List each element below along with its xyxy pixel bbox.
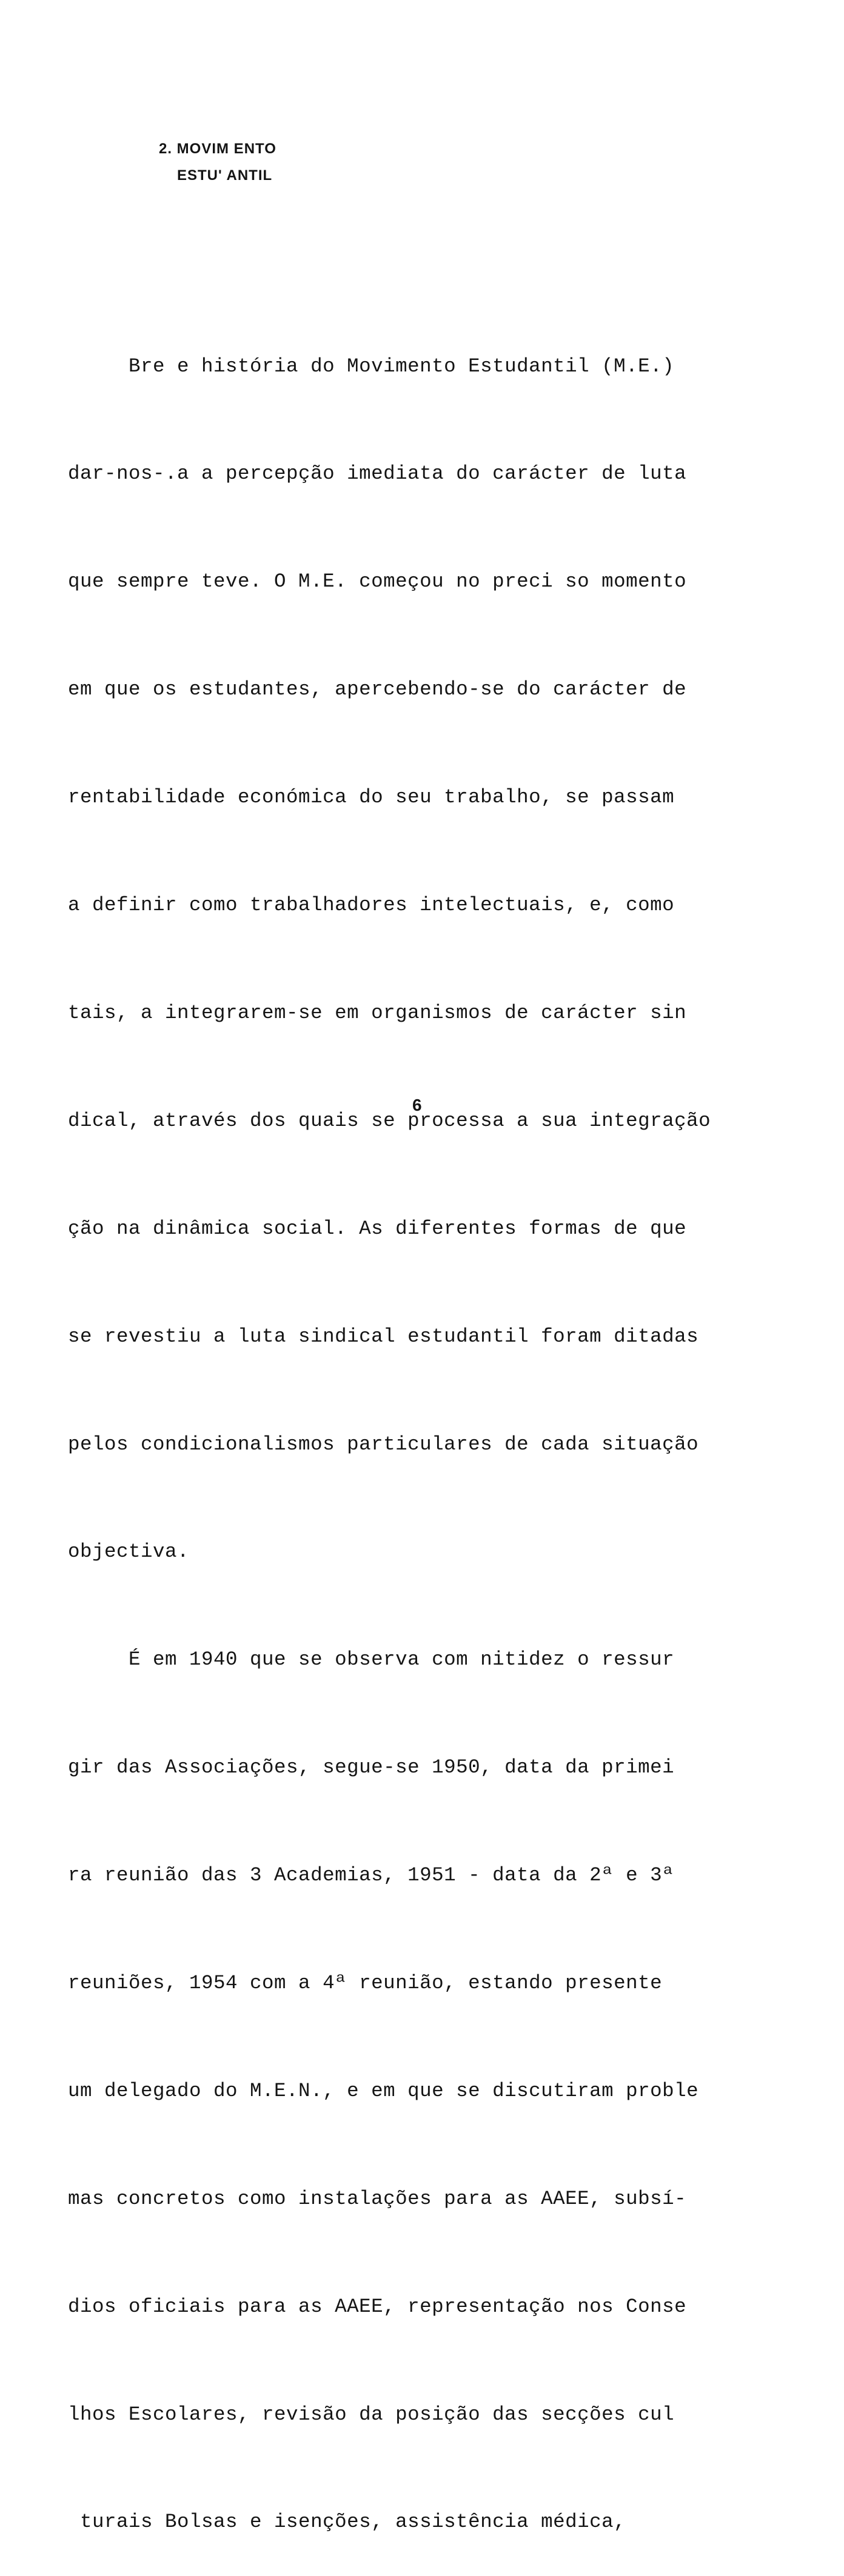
text-line: dar-nos-.a a percepção imediata do carácter de luta bbox=[68, 462, 687, 485]
body-paragraph bbox=[68, 276, 832, 2576]
text-line: objectiva. bbox=[68, 1540, 190, 1563]
text-line: mas concretos como instalações para as AAEE, subsí- bbox=[68, 2187, 687, 2210]
text-line: um delegado do M.E.N., e em que se discutiram proble bbox=[68, 2079, 699, 2102]
heading-line-2: ESTU' ANTIL bbox=[177, 167, 273, 184]
text-line: em que os estudantes, apercebendo-se do carácter de bbox=[68, 678, 687, 701]
text-line: tais, a integrarem-se em organismos de carácter sin bbox=[68, 1001, 687, 1024]
text-line: gir das Associações, segue-se 1950, data da primei bbox=[68, 1756, 675, 1779]
text-line: dios oficiais para as AAEE, representação nos Conse bbox=[68, 2295, 687, 2318]
text-line: É em 1940 que se observa com nitidez o ressur bbox=[68, 1648, 675, 1671]
text-line: turais Bolsas e isenções, assistência médica, bbox=[68, 2511, 626, 2534]
page-number: 6 bbox=[412, 1096, 422, 1114]
text-line: ra reunião das 3 Academias, 1951 - data da 2ª e 3ª bbox=[68, 1864, 675, 1887]
text-line: Bre e história do Movimento Estudantil (M.E.) bbox=[68, 354, 675, 378]
text-line: pelos condicionalismos particulares de cada situação bbox=[68, 1433, 699, 1456]
text-line: reuniões, 1954 com a 4ª reunião, estando presente bbox=[68, 1971, 663, 1994]
text-line: que sempre teve. O M.E. começou no preci so momento bbox=[68, 570, 687, 593]
text-line: rentabilidade económica do seu trabalho, se passam bbox=[68, 786, 675, 809]
heading-line-1: 2. MOVIM ENTO bbox=[159, 141, 276, 157]
section-heading bbox=[159, 136, 276, 189]
text-line: ção na dinâmica social. As diferentes formas de que bbox=[68, 1217, 687, 1240]
text-line: dical, através dos quais se processa a sua integração bbox=[68, 1109, 711, 1132]
text-line: lhos Escolares, revisão da posição das secções cul bbox=[68, 2403, 675, 2426]
text-line: a definir como trabalhadores intelectuais, e, como bbox=[68, 894, 675, 917]
text-line: se revestiu a luta sindical estudantil foram ditadas bbox=[68, 1325, 699, 1348]
